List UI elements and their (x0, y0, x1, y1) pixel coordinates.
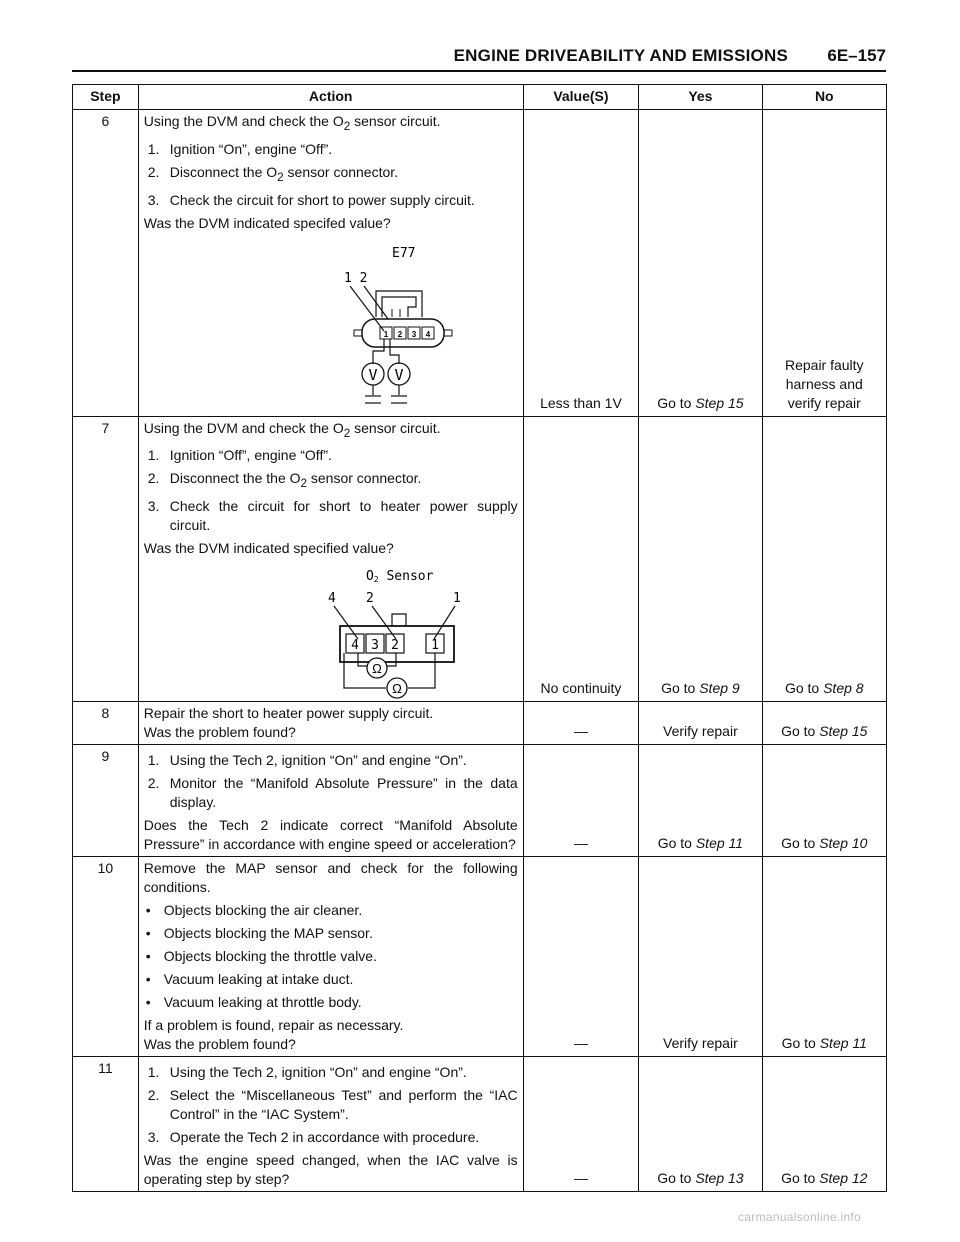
action-cell: Remove the MAP sensor and check for the following conditions. • Objects blocking the air cleaner. • Objects blocking the MAP sensor. • Objects blocking the throttle valve. • Vacuum leaking at intake duct. • Vacuum leaking at throttle body. If a problem is found, repair as necessary. Was the problem found? (138, 857, 523, 1057)
voltmeter-icon: V (394, 365, 404, 384)
page-header (72, 40, 886, 72)
column-header-value: Value(S) (523, 85, 639, 110)
no-cell: Repair faulty harness and verify repair (762, 110, 886, 417)
action-substep: 3. Check the circuit for short to heater power supply circuit. (147, 498, 518, 534)
action-substep: 3. Check the circuit for short to power supply circuit. (147, 191, 475, 208)
action-intro: Using the DVM and check the $O_2$ sensor circuit. (143, 113, 441, 133)
list-item: • Objects blocking the MAP sensor. (145, 925, 373, 942)
action-intro: Using the DVM and check the $O_2$ sensor circuit. (143, 419, 441, 440)
page-number: 6E–157 (827, 46, 886, 65)
table-header-row (73, 85, 887, 110)
pin-number: 1 (383, 329, 388, 339)
table-row (73, 416, 887, 702)
step-link[interactable]: Step 12 (819, 1170, 868, 1187)
value-cell: — (523, 857, 639, 1057)
pin-number: 4 (425, 329, 430, 339)
step-number: 10 (73, 857, 139, 1057)
value-cell: — (523, 702, 639, 745)
step-link[interactable]: Step 11 (695, 835, 744, 852)
column-header-yes: Yes (639, 85, 762, 110)
value-cell: No continuity (523, 416, 639, 702)
pin-label: 1 (452, 591, 461, 607)
value-cell: — (523, 745, 639, 857)
action-substep: 1. Using the Tech 2, ignition “On” and engine “On”. (147, 752, 467, 769)
action-cell (138, 1057, 523, 1192)
action-substep: 2. Disconnect the the $O_2$ sensor connector. (147, 470, 422, 491)
action-substep: 1. Using the Tech 2, ignition “On” and engine “On”. (147, 1064, 467, 1081)
action-question: Was the engine speed changed, when the IAC valve is operating step by step? (143, 1152, 518, 1188)
action-question: Does the Tech 2 indicate correct “Manifold Absolute Pressure” in accordance with engine speed or acceleration? (143, 817, 518, 853)
pin-number: 3 (411, 329, 416, 339)
column-header-step: Step (73, 85, 139, 110)
o2-sensor-diagram (144, 564, 504, 699)
step-link[interactable]: Step 10 (819, 835, 868, 852)
no-cell: Go to Step 11 (762, 857, 886, 1057)
step-number: 8 (73, 702, 139, 745)
step-link[interactable]: Step 15 (819, 723, 868, 740)
list-item: • Vacuum leaking at throttle body. (145, 994, 362, 1011)
diagnostic-table (72, 84, 887, 1192)
pin-number: 2 (390, 638, 399, 654)
step-number: 7 (73, 416, 139, 702)
action-cell (138, 110, 523, 417)
no-cell: Go to Step 12 (762, 1057, 886, 1192)
watermark: carmanualsonline.info (738, 1210, 862, 1224)
action-substep: 2. Monitor the “Manifold Absolute Pressure” in the data display. (147, 775, 518, 811)
yes-cell: Go to Step 13 (639, 1057, 762, 1192)
action-question: Was the DVM indicated specifed value? (143, 214, 391, 231)
step-link[interactable]: Step 13 (695, 1170, 744, 1187)
table-row (73, 702, 887, 745)
column-header-no: No (762, 85, 886, 110)
value-cell: Less than 1V (523, 110, 639, 417)
step-number: 9 (73, 745, 139, 857)
table-row (73, 745, 887, 857)
ohmmeter-icon: Ω (391, 681, 402, 697)
connector-label: E77 (391, 245, 416, 261)
e77-connector-diagram (144, 239, 504, 414)
table-row (73, 110, 887, 417)
action-substep: 3. Operate the Tech 2 in accordance with procedure. (147, 1129, 480, 1146)
sensor-label: O2 Sensor (365, 569, 434, 585)
voltmeter-icon: V (368, 365, 378, 384)
pin-number: 2 (397, 329, 402, 339)
no-cell: Go to Step 15 (762, 702, 886, 745)
list-item: • Objects blocking the air cleaner. (145, 902, 363, 919)
yes-cell: Go to Step 11 (639, 745, 762, 857)
step-link[interactable]: Step 11 (819, 1035, 867, 1052)
step-link[interactable]: Step 8 (823, 680, 864, 697)
ohmmeter-icon: Ω (371, 661, 382, 677)
section-title: ENGINE DRIVEABILITY AND EMISSIONS (453, 46, 788, 65)
pin-label: 1 2 (343, 270, 368, 286)
list-item: • Vacuum leaking at intake duct. (145, 971, 354, 988)
action-substep: 2. Select the “Miscellaneous Test” and perform the “IAC Control” in the “IAC System”. (147, 1087, 518, 1123)
table-row (73, 1057, 887, 1192)
yes-cell: Verify repair (639, 702, 762, 745)
action-cell (138, 416, 523, 702)
action-cell (138, 745, 523, 857)
value-cell: — (523, 1057, 639, 1192)
pin-number: 1 (430, 638, 439, 654)
yes-cell: Go to Step 15 (639, 110, 762, 417)
no-cell: Go to Step 8 (762, 416, 886, 702)
pin-label: 2 (365, 591, 374, 607)
pin-number: 3 (370, 638, 379, 654)
table-row (73, 857, 887, 1057)
step-number: 6 (73, 110, 139, 417)
column-header-action: Action (138, 85, 523, 110)
action-substep: 1. Ignition “Off”, engine “Off”. (147, 447, 332, 464)
step-link[interactable]: Step 15 (695, 394, 744, 411)
no-cell: Go to Step 10 (762, 745, 886, 857)
pin-number: 4 (350, 638, 359, 654)
action-question: Was the DVM indicated specified value? (143, 540, 394, 557)
action-cell: Repair the short to heater power supply circuit. Was the problem found? (138, 702, 523, 745)
yes-cell: Go to Step 9 (639, 416, 762, 702)
action-substep: 1. Ignition “On”, engine “Off”. (147, 140, 333, 157)
action-intro: Remove the MAP sensor and check for the following conditions. (143, 860, 518, 896)
list-item: • Objects blocking the throttle valve. (145, 948, 377, 965)
yes-cell: Verify repair (639, 857, 762, 1057)
step-number: 11 (73, 1057, 139, 1192)
action-substep: 2. Disconnect the $O_2$ sensor connector. (147, 163, 399, 184)
step-link[interactable]: Step 9 (699, 680, 740, 697)
pin-label: 4 (327, 591, 336, 607)
